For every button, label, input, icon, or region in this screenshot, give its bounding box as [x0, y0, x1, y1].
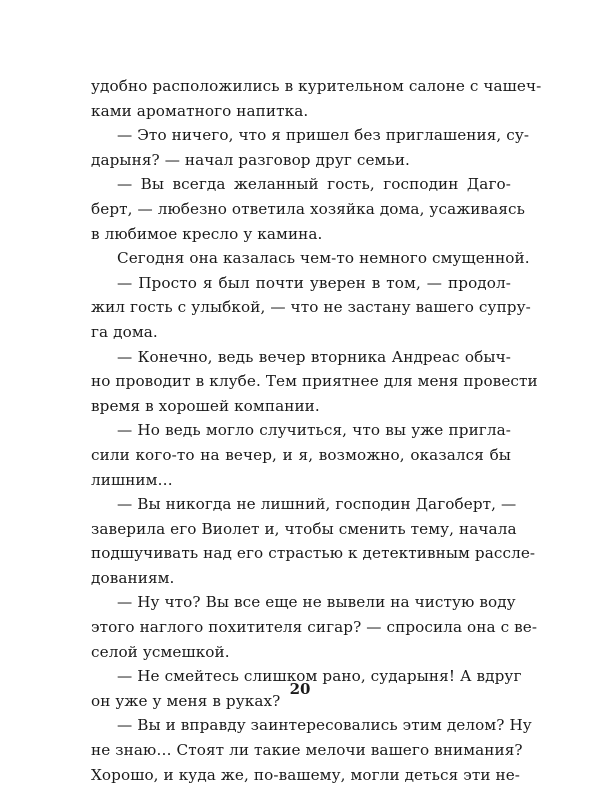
text-line: — Вы никогда не лишний, господин Дагоберт, —: [117, 495, 517, 514]
text-line: — Вы всегда желанный гость, господин Даго-: [117, 175, 511, 194]
text-line: дованиям.: [91, 568, 175, 587]
text-line: жил гость с улыбкой, — что не застану вашего супру-: [91, 298, 531, 317]
text-line: удобно расположились в курительном салоне с чашеч-: [91, 77, 542, 95]
text-line: дарыня? — начал разговор друг семьи.: [91, 150, 410, 169]
text-line: — Ну что? Вы все еще не вывели на чистую воду: [117, 593, 516, 612]
text-line: селой усмешкой.: [91, 642, 230, 661]
text-line: этого наглого похитителя сигар? — спросила она с ве-: [91, 618, 538, 637]
text-line: время в хорошей компании.: [91, 396, 320, 415]
text-line: га дома.: [91, 322, 158, 341]
text-line: подшучивать над его страстью к детективным рассле-: [91, 544, 536, 563]
text-line: он уже у меня в руках?: [91, 691, 281, 710]
text-line: — Не смейтесь слишком рано, сударыня! А вдруг: [117, 667, 522, 686]
text-line: не знаю… Стоят ли такие мелочи вашего внимания?: [91, 741, 523, 760]
text-line: берт, — любезно ответила хозяйка дома, усаживаясь: [91, 199, 525, 218]
text-line: лишним…: [91, 470, 173, 489]
text-line: Хорошо, и куда же, по-вашему, могли деться эти не-: [91, 765, 521, 784]
text-line: заверила его Виолет и, чтобы сменить тему, начала: [91, 519, 517, 538]
text-line: сили кого-то на вечер, и я, возможно, оказался бы: [91, 445, 511, 464]
text-line: — Вы и вправду заинтересовались этим делом? Ну: [117, 716, 532, 735]
text-line: ками ароматного напитка.: [91, 101, 309, 120]
text-line: но проводит в клубе. Тем приятнее для меня провести: [91, 372, 538, 391]
text-line: — Просто я был почти уверен в том, — продол-: [117, 273, 511, 292]
text-line: в любимое кресло у камина.: [91, 224, 323, 243]
text-line: — Но ведь могло случиться, что вы уже пригла-: [117, 421, 511, 440]
text-line: — Это ничего, что я пришел без приглашения, су-: [117, 126, 530, 145]
page-number: 20: [289, 680, 311, 698]
text-line: — Конечно, ведь вечер вторника Андреас обыч-: [117, 347, 511, 366]
text-line: Сегодня она казалась чем-то немного смущенной.: [117, 249, 530, 268]
